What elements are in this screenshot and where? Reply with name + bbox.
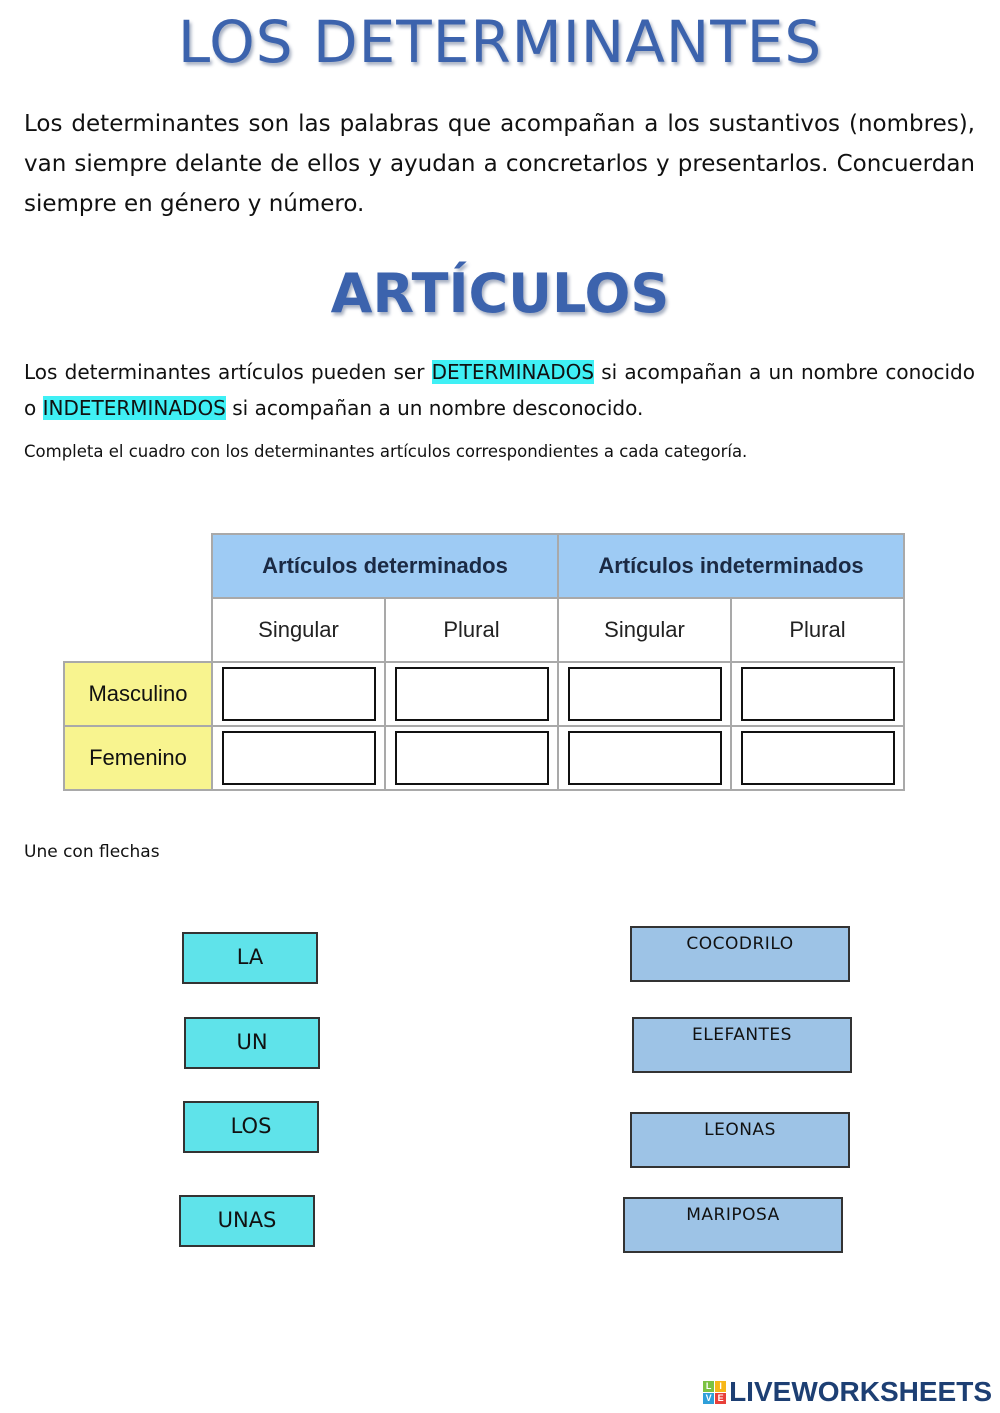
match-left-los[interactable]: LOS: [183, 1101, 319, 1153]
answer-input[interactable]: [222, 667, 376, 721]
match-right-mariposa[interactable]: MARIPOSA: [623, 1197, 843, 1253]
match-right-leonas[interactable]: LEONAS: [630, 1112, 850, 1168]
match-right-cocodrilo[interactable]: COCODRILO: [630, 926, 850, 982]
logo-tile: V: [703, 1393, 714, 1404]
answer-input[interactable]: [568, 731, 722, 785]
empty-corner: [64, 598, 212, 662]
text: si acompañan a un nombre conocido o: [24, 360, 975, 420]
subheader: Plural: [731, 598, 904, 662]
logo-tile: I: [715, 1381, 726, 1392]
page-title: LOS DETERMINANTES: [177, 8, 823, 76]
header-indeterminados: Artículos indeterminados: [558, 534, 904, 598]
text: si acompañan a un nombre desconocido.: [225, 396, 644, 420]
answer-input[interactable]: [222, 731, 376, 785]
row-label-masculino: Masculino: [64, 662, 212, 726]
row-label-femenino: Femenino: [64, 726, 212, 790]
logo-text: LIVEWORKSHEETS: [729, 1376, 992, 1407]
logo-tiles-icon: [703, 1381, 726, 1404]
intro-paragraph: Los determinantes son las palabras que acompañan a los sustantivos (nombres), van siempre delante de ellos y ayudan a concretarlos y presentarlos. Concuerdan siempre en género y número.: [24, 111, 975, 217]
match-instruction: Une con flechas: [24, 842, 160, 862]
empty-corner: [64, 534, 212, 598]
answer-input[interactable]: [395, 731, 549, 785]
liveworksheets-logo: [703, 1376, 992, 1408]
subheader: Plural: [385, 598, 558, 662]
logo-tile: L: [703, 1381, 714, 1392]
articles-table: [63, 533, 905, 791]
match-left-un[interactable]: UN: [184, 1017, 320, 1069]
answer-input[interactable]: [741, 731, 895, 785]
text: Los determinantes artículos pueden ser: [24, 360, 432, 384]
articles-paragraph: [24, 354, 975, 426]
answer-input[interactable]: [568, 667, 722, 721]
match-left-unas[interactable]: UNAS: [179, 1195, 315, 1247]
logo-tile: E: [715, 1393, 726, 1404]
header-determinados: Artículos determinados: [212, 534, 558, 598]
highlight-determinados: DETERMINADOS: [431, 360, 595, 384]
subheader: Singular: [212, 598, 385, 662]
table-instruction: Completa el cuadro con los determinantes artículos correspondientes a cada categoría.: [24, 442, 748, 461]
match-left-la[interactable]: LA: [182, 932, 318, 984]
answer-input[interactable]: [741, 667, 895, 721]
highlight-indeterminados: INDETERMINADOS: [42, 396, 226, 420]
section-title: ARTÍCULOS: [330, 262, 670, 325]
answer-input[interactable]: [395, 667, 549, 721]
match-right-elefantes[interactable]: ELEFANTES: [632, 1017, 852, 1073]
subheader: Singular: [558, 598, 731, 662]
